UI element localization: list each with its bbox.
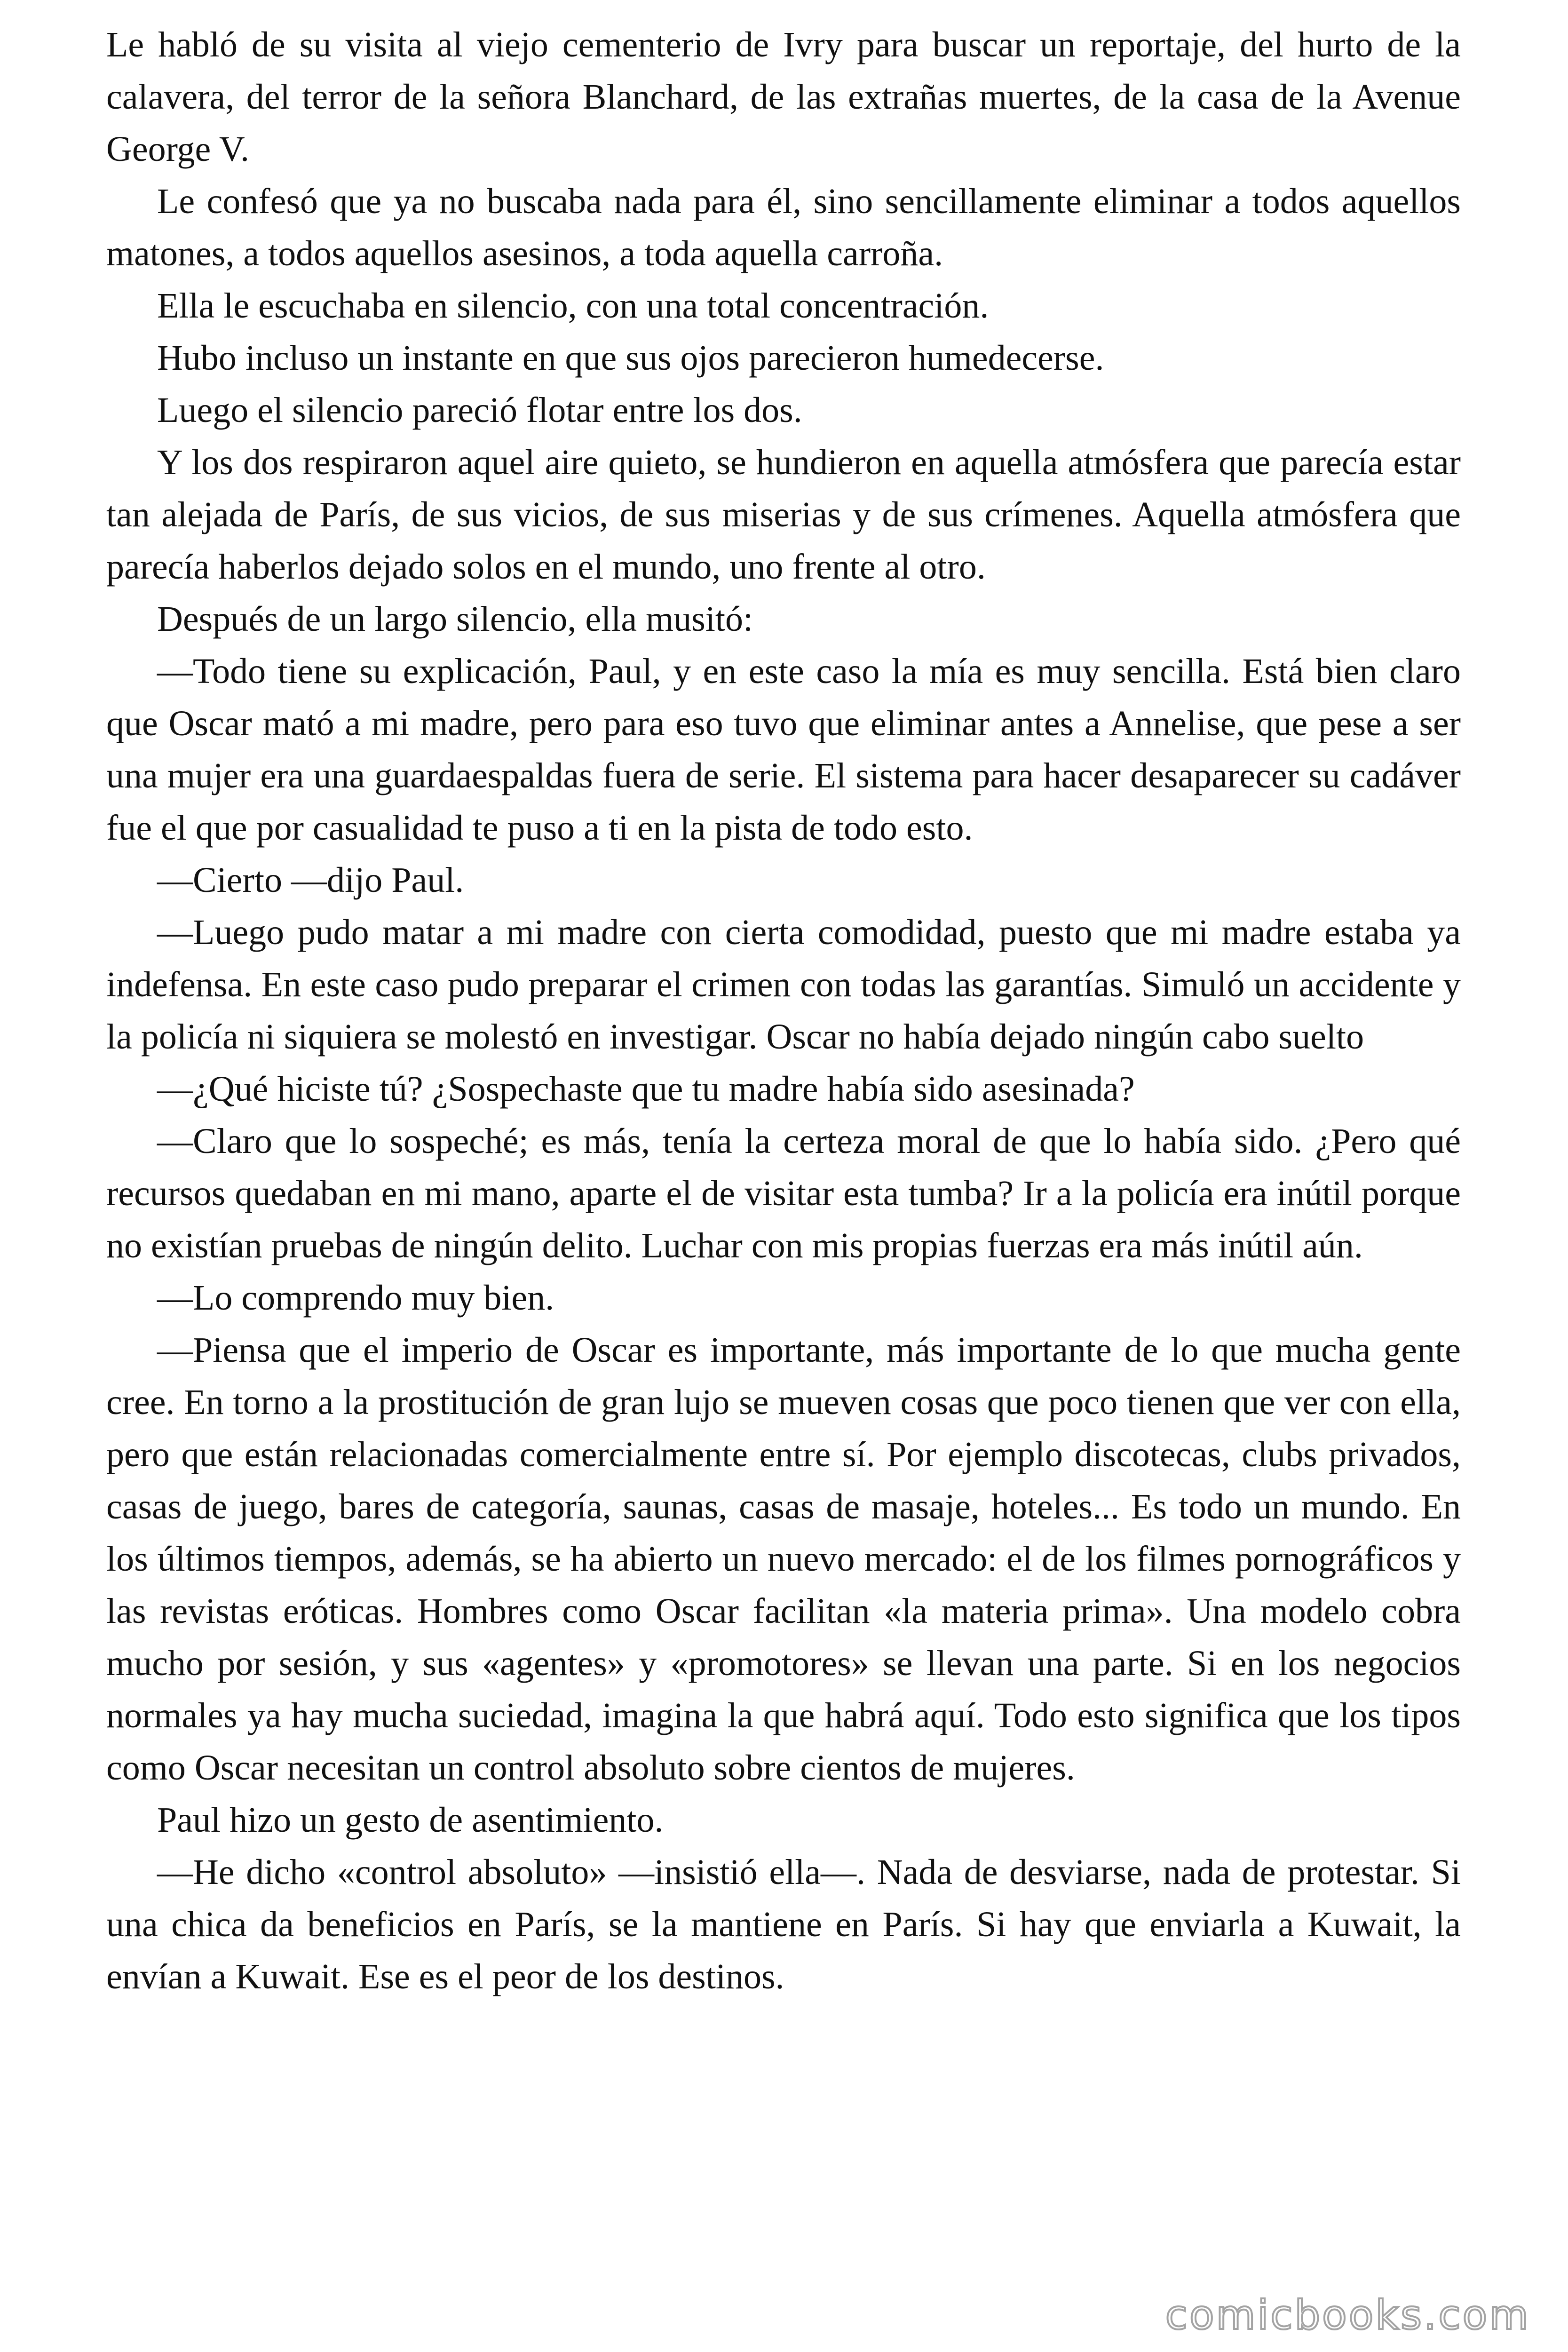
page-body <box>106 19 1461 2003</box>
paragraph: Hubo incluso un instante en que sus ojos parecieron humedecerse. <box>157 338 1104 378</box>
paragraph: —¿Qué hiciste tú? ¿Sospechaste que tu madre había sido asesinada? <box>157 1069 1135 1109</box>
paragraph: —Lo comprendo muy bien. <box>157 1278 554 1318</box>
paragraph: Le confesó que ya no buscaba nada para él, sino sencillamente eliminar a todos aquellos matones, a todos aquellos asesinos, a toda aquella carroña. <box>106 182 1461 273</box>
paragraph: —Piensa que el imperio de Oscar es importante, más importante de lo que mucha gente cree. En torno a la prostitución de gran lujo se mueven cosas que poco tienen que ver con ella, pero que están relacionadas comercialmente entre sí. Por ejemplo discotecas, clubs privados, casas de juego, bares de categoría, saunas, casas de masaje, hoteles... Es todo un mundo. En los últimos tiempos, además, se ha abierto un nuevo mercado: el de los filmes pornográficos y las revistas eróticas. Hombres como Oscar facilitan «la materia prima». Una modelo cobra mucho por sesión, y sus «agentes» y «promotores» se llevan una parte. Si en los negocios normales ya hay mucha suciedad, imagina la que habrá aquí. Todo esto significa que los tipos como Oscar necesitan un control absoluto sobre cientos de mujeres. <box>106 1330 1461 1788</box>
paragraph: Y los dos respiraron aquel aire quieto, se hundieron en aquella atmósfera que parecía estar tan alejada de París, de sus vicios, de sus miserias y de sus crímenes. Aquella atmósfera que parecía haberlos dejado solos en el mundo, uno frente al otro. <box>106 443 1461 587</box>
paragraph: —He dicho «control absoluto» —insistió ella—. Nada de desviarse, nada de protestar. Si una chica da beneficios en París, se la mantiene en París. Si hay que enviarla a Kuwait, la envían a Kuwait. Ese es el peor de los destinos. <box>106 1852 1461 1996</box>
paragraph: —Todo tiene su explicación, Paul, y en este caso la mía es muy sencilla. Está bien claro que Oscar mató a mi madre, pero para eso tuvo que eliminar antes a Annelise, que pese a ser una mujer era una guardaespaldas fuera de serie. El sistema para hacer desaparecer su cadáver fue el que por casualidad te puso a ti en la pista de todo esto. <box>106 652 1461 848</box>
paragraph: Luego el silencio pareció flotar entre los dos. <box>157 390 802 430</box>
paragraph: —Cierto —dijo Paul. <box>157 860 464 900</box>
paragraph: Ella le escuchaba en silencio, con una total concentración. <box>157 286 989 326</box>
paragraph: —Luego pudo matar a mi madre con cierta comodidad, puesto que mi madre estaba ya indefensa. En este caso pudo preparar el crimen con todas las garantías. Simuló un accidente y la policía ni siquiera se molestó en investigar. Oscar no había dejado ningún cabo suelto <box>106 913 1461 1057</box>
paragraph: Paul hizo un gesto de asentimiento. <box>157 1800 664 1840</box>
paragraph: —Claro que lo sospeché; es más, tenía la certeza moral de que lo había sido. ¿Pero qué recursos quedaban en mi mano, aparte el de visitar esta tumba? Ir a la policía era inútil porque no existían pruebas de ningún delito. Luchar con mis propias fuerzas era más inútil aún. <box>106 1121 1461 1265</box>
paragraph: Después de un largo silencio, ella musitó: <box>157 599 753 639</box>
paragraph: Le habló de su visita al viejo cementerio de Ivry para buscar un reportaje, del hurto de la calavera, del terror de la señora Blanchard, de las extrañas muertes, de la casa de la Avenue George V. <box>106 25 1461 169</box>
watermark: comicbooks.com <box>1165 2292 1530 2339</box>
